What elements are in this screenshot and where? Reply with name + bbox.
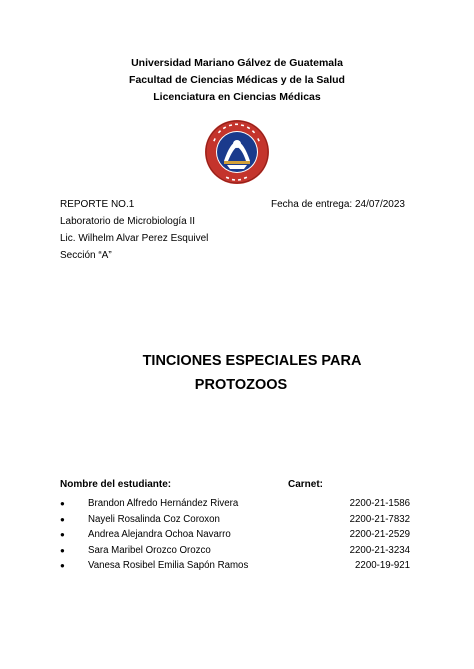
bullet: ●	[60, 499, 65, 508]
carnet-header: Carnet:	[288, 479, 324, 490]
teacher-name: Lic. Wilhelm Alvar Perez Esquivel	[60, 233, 209, 244]
student-name: Brandon Alfredo Hernández Rivera	[88, 498, 239, 509]
list-item	[60, 527, 410, 543]
student-carnet: 2200-21-2529	[349, 529, 410, 540]
list-item	[60, 543, 410, 559]
student-carnet: 2200-21-7832	[349, 513, 410, 525]
student-name: Andrea Alejandra Ochoa Navarro	[88, 529, 231, 540]
university-seal-logo	[204, 119, 270, 185]
student-carnet: 2200-19-921	[355, 560, 410, 571]
student-name: Nayeli Rosalinda Coz Coroxon	[88, 513, 220, 525]
document-title	[0, 349, 474, 397]
title-line-1: TINCIONES ESPECIALES PARA	[142, 353, 362, 369]
student-name: Sara Maribel Orozco Orozco	[88, 544, 211, 556]
section-name: Sección “A”	[60, 250, 112, 261]
student-name: Vanesa Rosibel Emilia Sapón Ramos	[88, 560, 249, 571]
bullet: ●	[60, 545, 65, 555]
bullet: ●	[60, 514, 65, 524]
bullet: ●	[60, 530, 65, 539]
student-carnet: 2200-21-3234	[349, 544, 410, 556]
student-list	[60, 496, 410, 574]
list-item	[60, 512, 410, 528]
bullet: ●	[60, 561, 65, 570]
list-item	[60, 496, 410, 512]
due-date: Fecha de entrega: 24/07/2023	[271, 199, 405, 210]
title-line-2: PROTOZOOS	[194, 377, 288, 393]
lab-name: Laboratorio de Microbiología II	[60, 216, 196, 227]
list-item	[60, 558, 410, 574]
report-number: REPORTE NO.1	[60, 199, 135, 210]
document-header	[0, 55, 474, 106]
students-header: Nombre del estudiante:	[60, 479, 172, 490]
student-carnet: 2200-21-1586	[349, 498, 410, 509]
report-meta	[60, 196, 208, 264]
degree-name: Licenciatura en Ciencias Médicas	[153, 91, 321, 103]
faculty-name: Facultad de Ciencias Médicas y de la Salud	[129, 74, 345, 86]
university-name: Universidad Mariano Gálvez de Guatemala	[131, 57, 343, 69]
